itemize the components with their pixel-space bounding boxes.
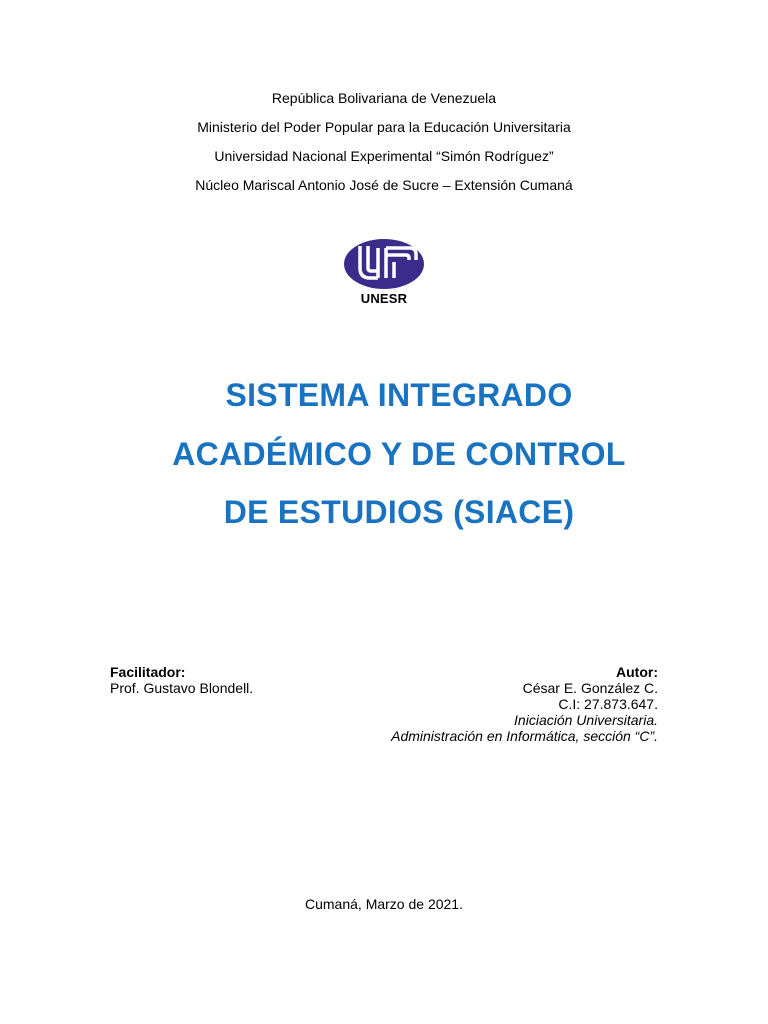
author-id: C.I: 27.873.647. bbox=[558, 696, 658, 712]
author-course: Iniciación Universitaria. bbox=[514, 712, 658, 728]
title-line-1: SISTEMA INTEGRADO bbox=[225, 377, 573, 413]
author-name: César E. González C. bbox=[522, 680, 658, 696]
place-date: Cumaná, Marzo de 2021. bbox=[305, 896, 463, 912]
author-block bbox=[391, 664, 658, 744]
facilitator-block bbox=[110, 664, 253, 696]
header-line-republic: República Bolivariana de Venezuela bbox=[271, 90, 497, 106]
header-line-ministry: Ministerio del Poder Popular para la Educación Universitaria bbox=[197, 119, 571, 135]
author-program: Administración en Informática, sección “C”. bbox=[391, 728, 658, 744]
title-line-3: DE ESTUDIOS (SIACE) bbox=[223, 494, 575, 530]
facilitator-name: Prof. Gustavo Blondell. bbox=[110, 680, 254, 696]
institution-header bbox=[0, 84, 768, 200]
document-title bbox=[0, 366, 768, 542]
title-line-2: ACADÉMICO Y DE CONTROL bbox=[172, 435, 626, 472]
logo-text: UNESR bbox=[360, 291, 408, 306]
author-label: Autor: bbox=[616, 664, 658, 680]
facilitator-label: Facilitador: bbox=[110, 664, 186, 680]
unesr-logo bbox=[340, 238, 428, 310]
unesr-logo-icon bbox=[340, 238, 428, 290]
header-line-campus: Núcleo Mariscal Antonio José de Sucre – Extensión Cumaná bbox=[195, 177, 573, 193]
header-line-university: Universidad Nacional Experimental “Simón Rodríguez” bbox=[214, 148, 554, 164]
